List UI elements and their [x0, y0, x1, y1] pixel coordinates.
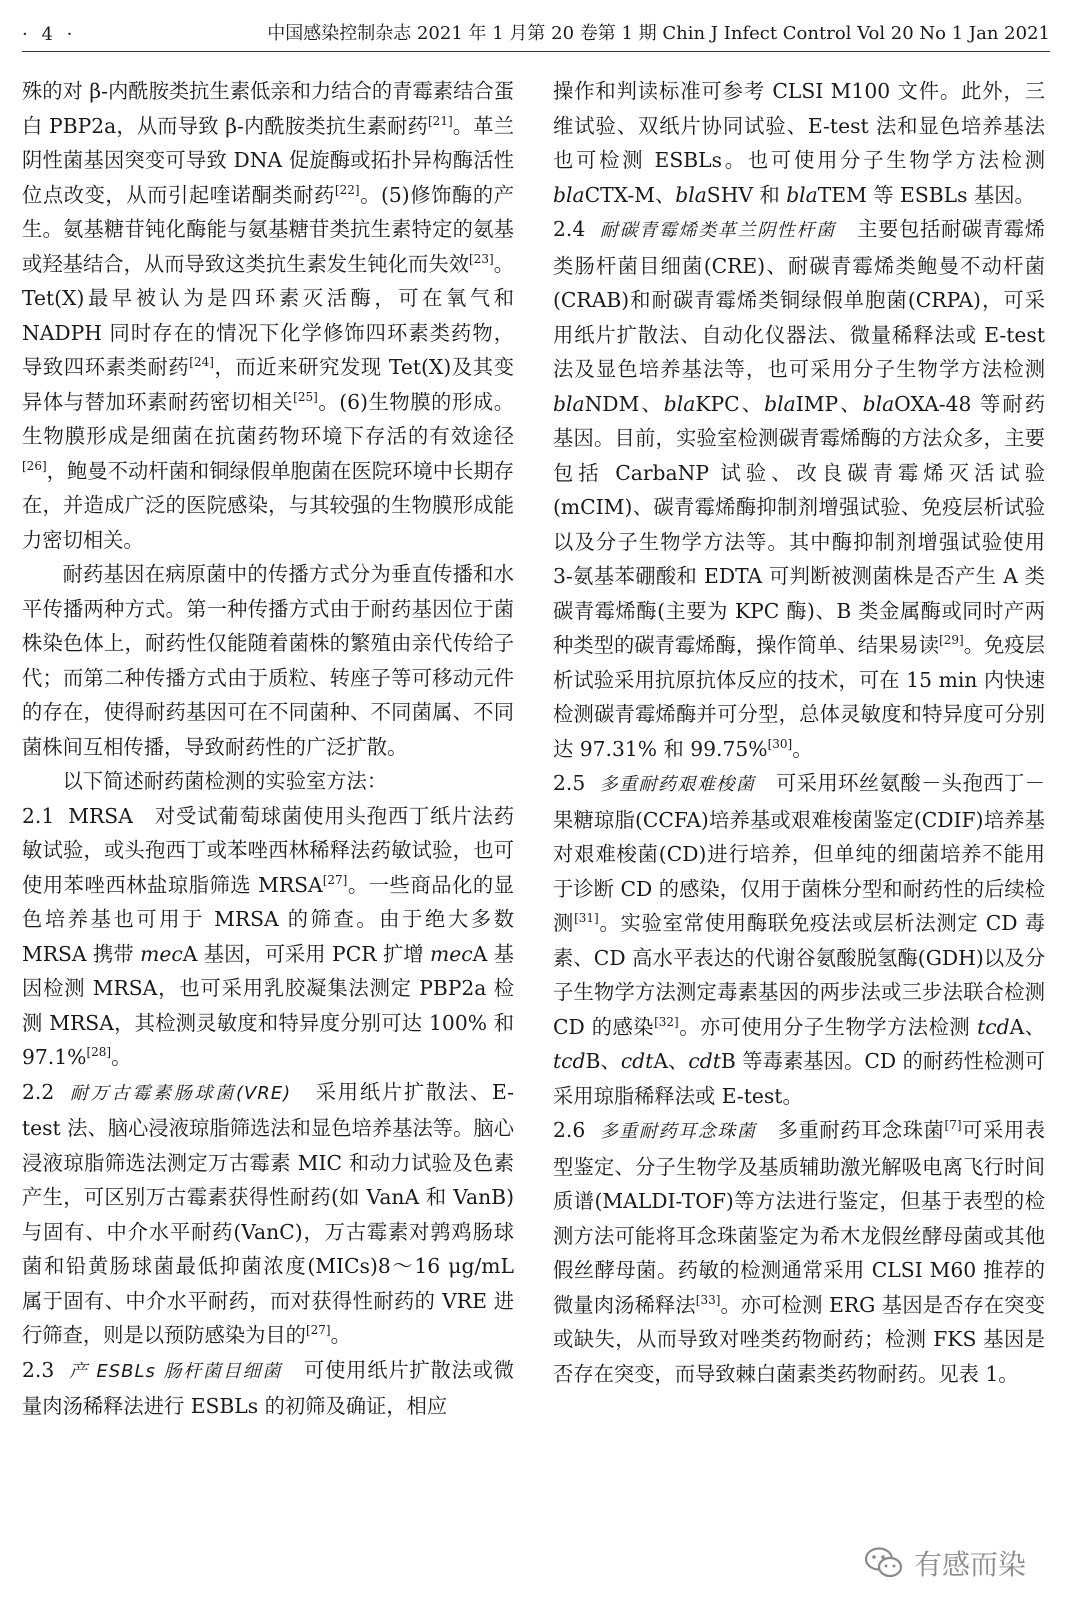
section-2-5-cdifficile: 2.5 多重耐药艰难梭菌 可采用环丝氨酸－头孢西丁－果糖琼脂(CCFA)培养基或艰难梭菌鉴定(CDIF)培养基对艰难梭菌(CD)进行培养，但单纯的细菌培养不能用于诊断 CD 的感染，仅用于菌株分型和耐药性的后续检测[31]。实验室常使用酶联免疫法或层析法测定 CD 毒素、CD 高水平表达的代谢谷氨酸脱氢酶(GDH)以及分子生物学方法测定毒素基因的两步法或三步法联合检测 CD 的感染[32]。亦可使用分子生物学方法检测 tcdA、tcdB、cdtA、cdtB 等毒素基因。CD 的耐药性检测可采用琼脂稀释法或 E-test。: [553, 771, 1046, 1108]
watermark-text: 有感而染: [913, 1548, 1026, 1581]
right-column: [553, 74, 1045, 1391]
paragraph-intro-methods: 以下简述耐药菌检测的实验室方法：: [62, 769, 388, 793]
running-header: [22, 14, 1050, 52]
wechat-icon: [864, 1546, 904, 1580]
section-2-6-cauris: 2.6 多重耐药耳念珠菌 多重耐药耳念珠菌[7]可采用表型鉴定、分子生物学及基质辅助激光解吸电离飞行时间质谱(MALDI-TOF)等方法进行鉴定，但基于表型的检测方法可能将耳念珠菌鉴定为希木龙假丝酵母菌或其他假丝酵母菌。药敏的检测通常采用 CLSI M60 推荐的微量肉汤稀释法[33]。亦可检测 ERG 基因是否存在突变或缺失，从而导致对唑类药物耐药；检测 FKS 基因是否存在突变，而导致棘白菌素类药物耐药。见表 1。: [553, 1118, 1045, 1386]
paragraph-mechanisms: 殊的对 β-内酰胺类抗生素低亲和力结合的青霉素结合蛋白 PBP2a，从而导致 β-内酰胺类抗生素耐药[21]。革兰阴性菌基因突变可导致 DNA 促旋酶或拓扑异构酶活性位点改变，从而引起喹诺酮类耐药[22]。(5)修饰酶的产生。氨基糖苷钝化酶能与氨基糖苷类抗生素特定的氨基或羟基结合，从而导致这类抗生素发生钝化而失效[23]。Tet(X)最早被认为是四环素灭活酶，可在氧气和 NADPH 同时存在的情况下化学修饰四环素类药物，导致四环素类耐药[24]，而近来研究发现 Tet(X)及其变异体与替加环素耐药密切相关[25]。(6)生物膜的形成。生物膜形成是细菌在抗菌药物环境下存活的有效途径[26]，鲍曼不动杆菌和铜绿假单胞菌在医院环境中长期存在，并造成广泛的医院感染，与其较强的生物膜形成能力密切相关。: [22, 79, 514, 552]
page-number: · 4 ·: [22, 24, 77, 45]
section-2-2-vre: 2.2 耐万古霉素肠球菌(VRE) 采用纸片扩散法、E-test 法、脑心浸液琼脂筛选法和显色培养基法等。脑心浸液琼脂筛选法测定万古霉素 MIC 和动力试验及色素产生，可区别万古霉素获得性耐药(如 VanA 和 VanB)与固有、中介水平耐药(VanC)，万古霉素对鹑鸡肠球菌和铅黄肠球菌最低抑菌浓度(MICs)8～16 μg/mL 属于固有、中介水平耐药，而对获得性耐药的 VRE 进行筛查，则是以预防感染为目的[27]。: [22, 1079, 514, 1347]
wechat-watermark: [864, 1543, 1026, 1583]
left-column: [22, 74, 514, 1424]
paragraph-esbls-continued: 操作和判读标准可参考 CLSI M100 文件。此外，三维试验、双纸片协同试验、E-test 法和显色培养基法也可检测 ESBLs。也可使用分子生物学方法检测 blaCTX-M、blaSHV 和 blaTEM 等 ESBLs 基因。: [553, 79, 1045, 207]
section-2-1-mrsa: 2.1 MRSA 对受试葡萄球菌使用头孢西丁纸片法药敏试验，或头孢西丁或苯唑西林稀释法药敏试验，也可使用苯唑西林盐琼脂筛选 MRSA[27]。一些商品化的显色培养基也可用于 MRSA 的筛查。由于绝大多数 MRSA 携带 mecA 基因，可采用 PCR 扩增 mecA 基因检测 MRSA，也可采用乳胶凝集法测定 PBP2a 检测 MRSA，其检测灵敏度和特异度分别可达 100% 和 97.1%[28]。: [22, 803, 514, 1069]
paragraph-transmission: 耐药基因在病原菌中的传播方式分为垂直传播和水平传播两种方式。第一种传播方式由于耐药基因位于菌株染色体上，耐药性仅能随着菌株的繁殖由亲代传给子代；而第二种传播方式由于质粒、转座子等可移动元件的存在，使得耐药基因可在不同菌种、不同菌属、不同菌株间互相传播，导致耐药性的广泛扩散。: [22, 562, 514, 759]
section-2-4-carbapenem: 2.4 耐碳青霉烯类革兰阴性杆菌 主要包括耐碳青霉烯类肠杆菌目细菌(CRE)、耐碳青霉烯类鲍曼不动杆菌(CRAB)和耐碳青霉烯类铜绿假单胞菌(CRPA)，可采用纸片扩散法、自动化仪器法、微量稀释法或 E-test 法及显色培养基法等，也可采用分子生物学方法检测 blaNDM、blaKPC、blaIMP、blaOXA-48 等耐药基因。目前，实验室检测碳青霉烯酶的方法众多，主要包括 CarbaNP 试验、改良碳青霉烯灭活试验(mCIM)、碳青霉烯酶抑制剂增强试验、免疫层析试验以及分子生物学方法等。其中酶抑制剂增强试验使用 3-氨基苯硼酸和 EDTA 可判断被测菌株是否产生 A 类碳青霉烯酶(主要为 KPC 酶)、B 类金属酶或同时产两种类型的碳青霉烯酶，操作简单、结果易读[29]。免疫层析试验采用抗原抗体反应的技术，可在 15 min 内快速检测碳青霉烯酶并可分型，总体灵敏度和特异度可分别达 97.31% 和 99.75%[30]。: [553, 217, 1046, 761]
journal-citation: 中国感染控制杂志 2021 年 1 月第 20 卷第 1 期 Chin J Infect Control Vol 20 No 1 Jan 2021: [267, 23, 1050, 44]
section-2-3-esbls: 2.3 产 ESBLs 肠杆菌目细菌 可使用纸片扩散法或微量肉汤稀释法进行 ESBLs 的初筛及确证，相应: [22, 1357, 514, 1418]
